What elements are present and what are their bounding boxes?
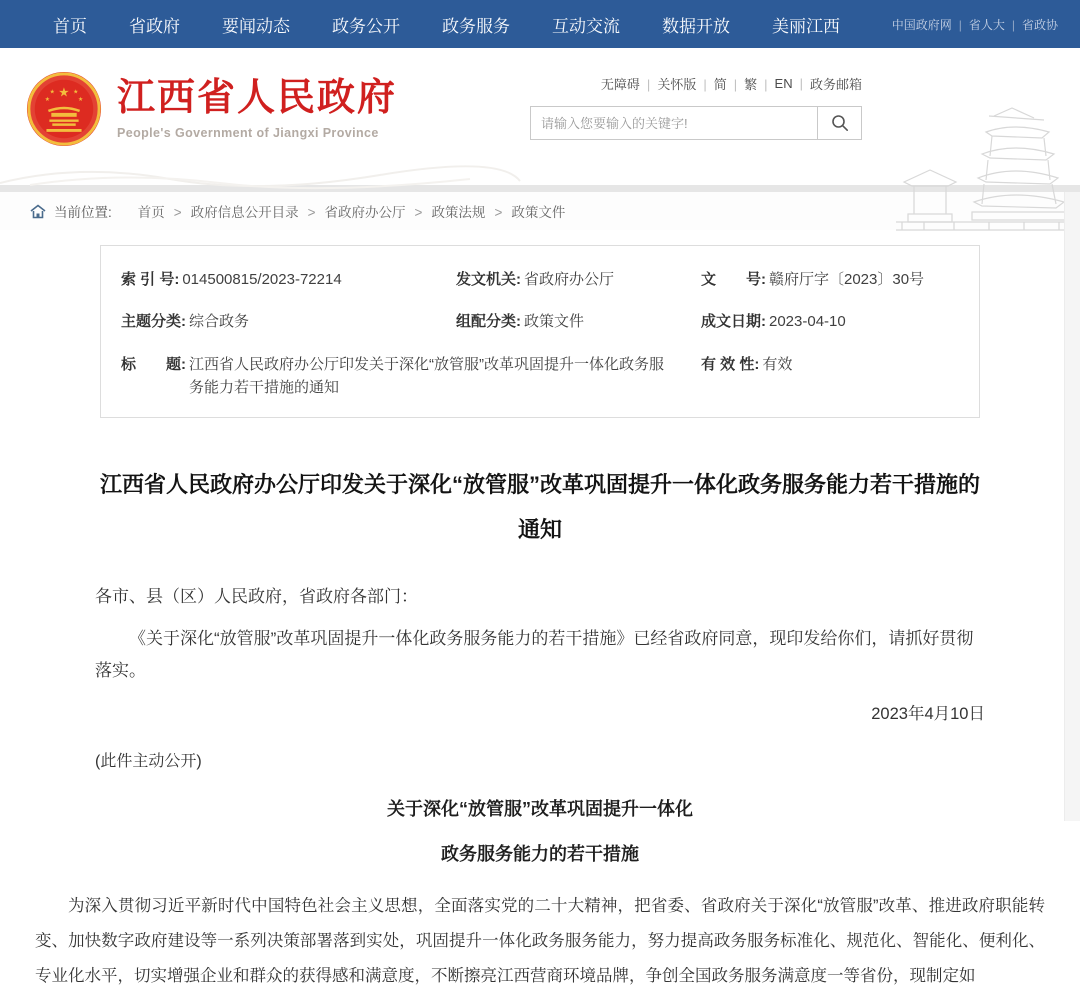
nav-item-news[interactable]: 要闻动态: [222, 16, 290, 36]
document-disclosure-note: (此件主动公开): [95, 752, 202, 770]
pavilion-sketch: [894, 98, 1080, 236]
breadcrumb-policy-documents[interactable]: 政策文件: [511, 205, 566, 220]
document-paragraph-1: 《关于深化“放管服”改革巩固提升一体化政务服务能力的若干措施》已经省政府同意，现印发给你们，请抓好贯彻落实。: [95, 629, 974, 681]
search-box: [530, 106, 862, 140]
meta-value: 综合政务: [189, 313, 250, 331]
cloud-decoration: [0, 145, 520, 185]
top-navigation: [0, 0, 1080, 48]
link-care-version[interactable]: 关怀版 |: [657, 74, 713, 93]
link-simplified[interactable]: 简 |: [714, 74, 744, 93]
national-emblem-icon: [25, 70, 103, 148]
document-body-paragraph: 为深入贯彻习近平新时代中国特色社会主义思想，全面落实党的二十大精神，把省委、省政府关于深化“放管服”改革、推进政府职能转变、加快数字政府建设等一系列决策部署落到实处，巩固提升一体化政务服务能力，努力提高政务服务标准化、规范化、智能化、便利化、专业化水平，切实增强企业和群众的获得感和满意度，不断擦亮江西营商环境品牌，争创全国政务服务满意度一等省份，现制定如: [35, 897, 1045, 986]
document-subtitle-line-2: 政务服务能力的若干措施: [441, 843, 639, 864]
meta-issuing-agency: [456, 268, 701, 291]
nav-item-data-open[interactable]: 数据开放: [662, 16, 730, 36]
meta-value: 014500815/2023-72214: [182, 271, 342, 288]
meta-title: [121, 353, 701, 400]
site-title: 江西省人民政府: [117, 76, 398, 119]
nav-item-gov-affairs-open[interactable]: 政务公开: [332, 16, 400, 36]
breadcrumb-label: 当前位置:: [54, 205, 112, 220]
search-icon: [831, 114, 849, 132]
nav-item-gov-services[interactable]: 政务服务: [442, 16, 510, 36]
meta-label: 主题分类:: [121, 313, 186, 331]
site-header: [0, 48, 1080, 185]
svg-text:★: ★: [44, 97, 51, 104]
meta-group-category: [456, 310, 701, 333]
link-accessibility[interactable]: 无障碍 |: [601, 74, 657, 93]
nav-item-home[interactable]: 首页: [53, 16, 87, 36]
link-english[interactable]: EN |: [775, 76, 810, 91]
breadcrumb-items: [138, 201, 566, 221]
meta-label: 成文日期:: [701, 313, 766, 331]
header-right-tools: [530, 74, 862, 140]
breadcrumb-general-office[interactable]: 省政府办公厅 >: [325, 201, 432, 221]
document-date: 2023年4月10日: [871, 704, 985, 723]
site-logo[interactable]: [25, 70, 397, 148]
document-meta-box: [100, 245, 980, 418]
home-icon: [30, 204, 46, 219]
document-subtitle-line-1: 关于深化“放管服”改革巩固提升一体化: [387, 798, 693, 819]
search-button[interactable]: [817, 107, 861, 139]
nav-item-provincial-gov[interactable]: 省政府: [129, 16, 180, 36]
meta-label: 标 题:: [121, 355, 186, 373]
meta-written-date: [701, 310, 969, 333]
link-gov-mail[interactable]: 政务邮箱: [809, 77, 862, 92]
search-input[interactable]: [531, 107, 817, 139]
link-traditional[interactable]: 繁 |: [744, 74, 774, 93]
meta-theme-category: [121, 310, 456, 333]
site-title-english: People's Government of Jiangxi Province: [117, 126, 379, 141]
meta-label: 索 引 号:: [121, 271, 180, 288]
meta-label: 文 号:: [701, 271, 766, 288]
meta-validity: [701, 353, 969, 400]
meta-index-number: [121, 268, 456, 291]
meta-document-number: [701, 268, 969, 291]
svg-text:★: ★: [73, 89, 79, 96]
meta-label: 发文机关:: [456, 271, 521, 288]
meta-label: 有 效 性:: [701, 355, 760, 373]
nav-right-links: [892, 16, 1058, 33]
meta-value: 赣府厅字〔2023〕30号: [769, 271, 925, 288]
document-title: 江西省人民政府办公厅印发关于深化“放管服”改革巩固提升一体化政务服务能力若干措施的通知: [99, 472, 980, 543]
link-provincial-npc[interactable]: 省人大 |: [969, 16, 1022, 33]
breadcrumb-policies-regulations[interactable]: 政策法规 >: [431, 201, 511, 221]
quick-links: [530, 74, 862, 93]
nav-item-interaction[interactable]: 互动交流: [552, 16, 620, 36]
svg-text:★: ★: [77, 97, 84, 104]
meta-value: 政策文件: [524, 313, 585, 331]
nav-item-beautiful-jiangxi[interactable]: 美丽江西: [772, 16, 840, 36]
page-right-gutter: [1064, 192, 1080, 821]
breadcrumb-home[interactable]: 首页 >: [138, 201, 191, 221]
breadcrumb-info-directory[interactable]: 政府信息公开目录 >: [191, 201, 325, 221]
link-china-gov[interactable]: 中国政府网 |: [892, 16, 969, 33]
document-salutation: 各市、县（区）人民政府，省政府各部门：: [95, 587, 418, 607]
meta-value: 省政府办公厅: [524, 271, 615, 288]
meta-value: 2023-04-10: [769, 313, 846, 331]
meta-value: 江西省人民政府办公厅印发关于深化“放管服”改革巩固提升一体化政务服务能力若干措施的通知: [189, 355, 664, 396]
svg-text:★: ★: [49, 89, 55, 96]
svg-text:★: ★: [58, 85, 70, 100]
link-provincial-cppcc[interactable]: 省政协: [1021, 17, 1058, 32]
meta-label: 组配分类:: [456, 313, 521, 331]
site-title-block: [117, 78, 397, 141]
meta-value: 有效: [762, 355, 793, 373]
